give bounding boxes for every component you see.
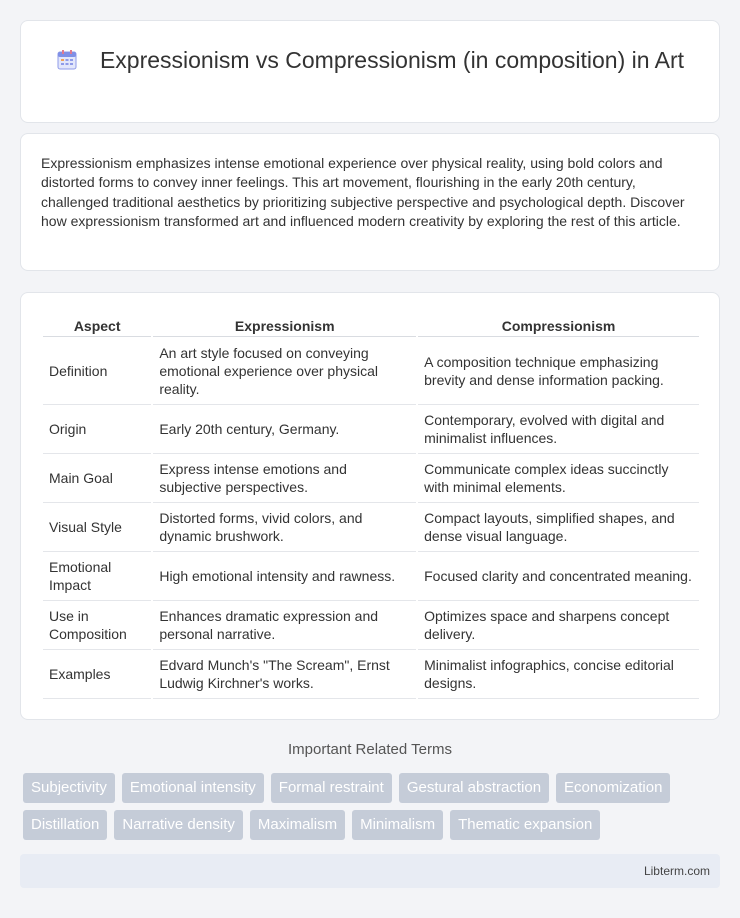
tag-row xyxy=(23,810,723,840)
cell-compressionism: Optimizes space and sharpens concept delivery. xyxy=(418,601,699,650)
cell-compressionism: Communicate complex ideas succinctly with minimal elements. xyxy=(418,454,699,503)
table-row xyxy=(43,503,699,552)
table-row xyxy=(43,405,699,454)
cell-aspect: Main Goal xyxy=(43,454,151,503)
page-title xyxy=(21,45,719,75)
footer xyxy=(20,854,720,888)
table-row xyxy=(43,601,699,650)
tag-emotional-intensity[interactable]: Emotional intensity xyxy=(122,773,264,803)
tag-subjectivity[interactable]: Subjectivity xyxy=(23,773,115,803)
tag-distillation[interactable]: Distillation xyxy=(23,810,107,840)
cell-expressionism: Express intense emotions and subjective perspectives. xyxy=(153,454,416,503)
header-compressionism: Compressionism xyxy=(418,315,699,337)
cell-expressionism: Early 20th century, Germany. xyxy=(153,405,416,454)
table-header-row xyxy=(43,315,699,337)
cell-compressionism: A composition technique emphasizing brevity and dense information packing. xyxy=(418,337,699,405)
tag-minimalism[interactable]: Minimalism xyxy=(352,810,443,840)
header-expressionism: Expressionism xyxy=(153,315,416,337)
cell-expressionism: High emotional intensity and rawness. xyxy=(153,552,416,601)
cell-aspect: Origin xyxy=(43,405,151,454)
comparison-card xyxy=(20,292,720,720)
cell-aspect: Examples xyxy=(43,650,151,699)
tag-thematic-expansion[interactable]: Thematic expansion xyxy=(450,810,600,840)
cell-aspect: Emotional Impact xyxy=(43,552,151,601)
page-title-text: Expressionism vs Compressionism (in composition) in Art xyxy=(99,47,685,73)
cell-aspect: Definition xyxy=(43,337,151,405)
cell-expressionism: Edvard Munch's "The Scream", Ernst Ludwig Kirchner's works. xyxy=(153,650,416,699)
header-aspect: Aspect xyxy=(43,315,151,337)
cell-compressionism: Contemporary, evolved with digital and minimalist influences. xyxy=(418,405,699,454)
intro-paragraph: Expressionism emphasizes intense emotional experience over physical reality, using bold colors and distorted forms to convey inner feelings. This art movement, flourishing in the early 20th century, challenged traditional aesthetics by prioritizing subjective perspective and psychological depth. Discover how expressionism transformed art and influenced modern creativity by exploring the rest of this article. xyxy=(41,155,685,230)
tag-formal-restraint[interactable]: Formal restraint xyxy=(271,773,392,803)
related-terms-list xyxy=(23,773,723,847)
cell-aspect: Visual Style xyxy=(43,503,151,552)
tag-gestural-abstraction[interactable]: Gestural abstraction xyxy=(399,773,549,803)
tag-row xyxy=(23,773,723,803)
related-terms-heading: Important Related Terms xyxy=(288,741,452,758)
title-card xyxy=(20,20,720,123)
tag-economization[interactable]: Economization xyxy=(556,773,670,803)
cell-expressionism: An art style focused on conveying emotional experience over physical reality. xyxy=(153,337,416,405)
footer-site-link[interactable]: Libterm.com xyxy=(643,864,710,878)
cell-compressionism: Minimalist infographics, concise editorial designs. xyxy=(418,650,699,699)
table-row xyxy=(43,650,699,699)
cell-compressionism: Compact layouts, simplified shapes, and dense visual language. xyxy=(418,503,699,552)
cell-compressionism: Focused clarity and concentrated meaning. xyxy=(418,552,699,601)
table-row xyxy=(43,454,699,503)
tag-narrative-density[interactable]: Narrative density xyxy=(114,810,243,840)
tag-maximalism[interactable]: Maximalism xyxy=(250,810,345,840)
intro-card xyxy=(20,133,720,271)
calendar-icon xyxy=(56,48,78,70)
table-row xyxy=(43,552,699,601)
table-row xyxy=(43,337,699,405)
comparison-table xyxy=(41,315,701,699)
cell-expressionism: Distorted forms, vivid colors, and dynamic brushwork. xyxy=(153,503,416,552)
cell-expressionism: Enhances dramatic expression and personal narrative. xyxy=(153,601,416,650)
cell-aspect: Use in Composition xyxy=(43,601,151,650)
